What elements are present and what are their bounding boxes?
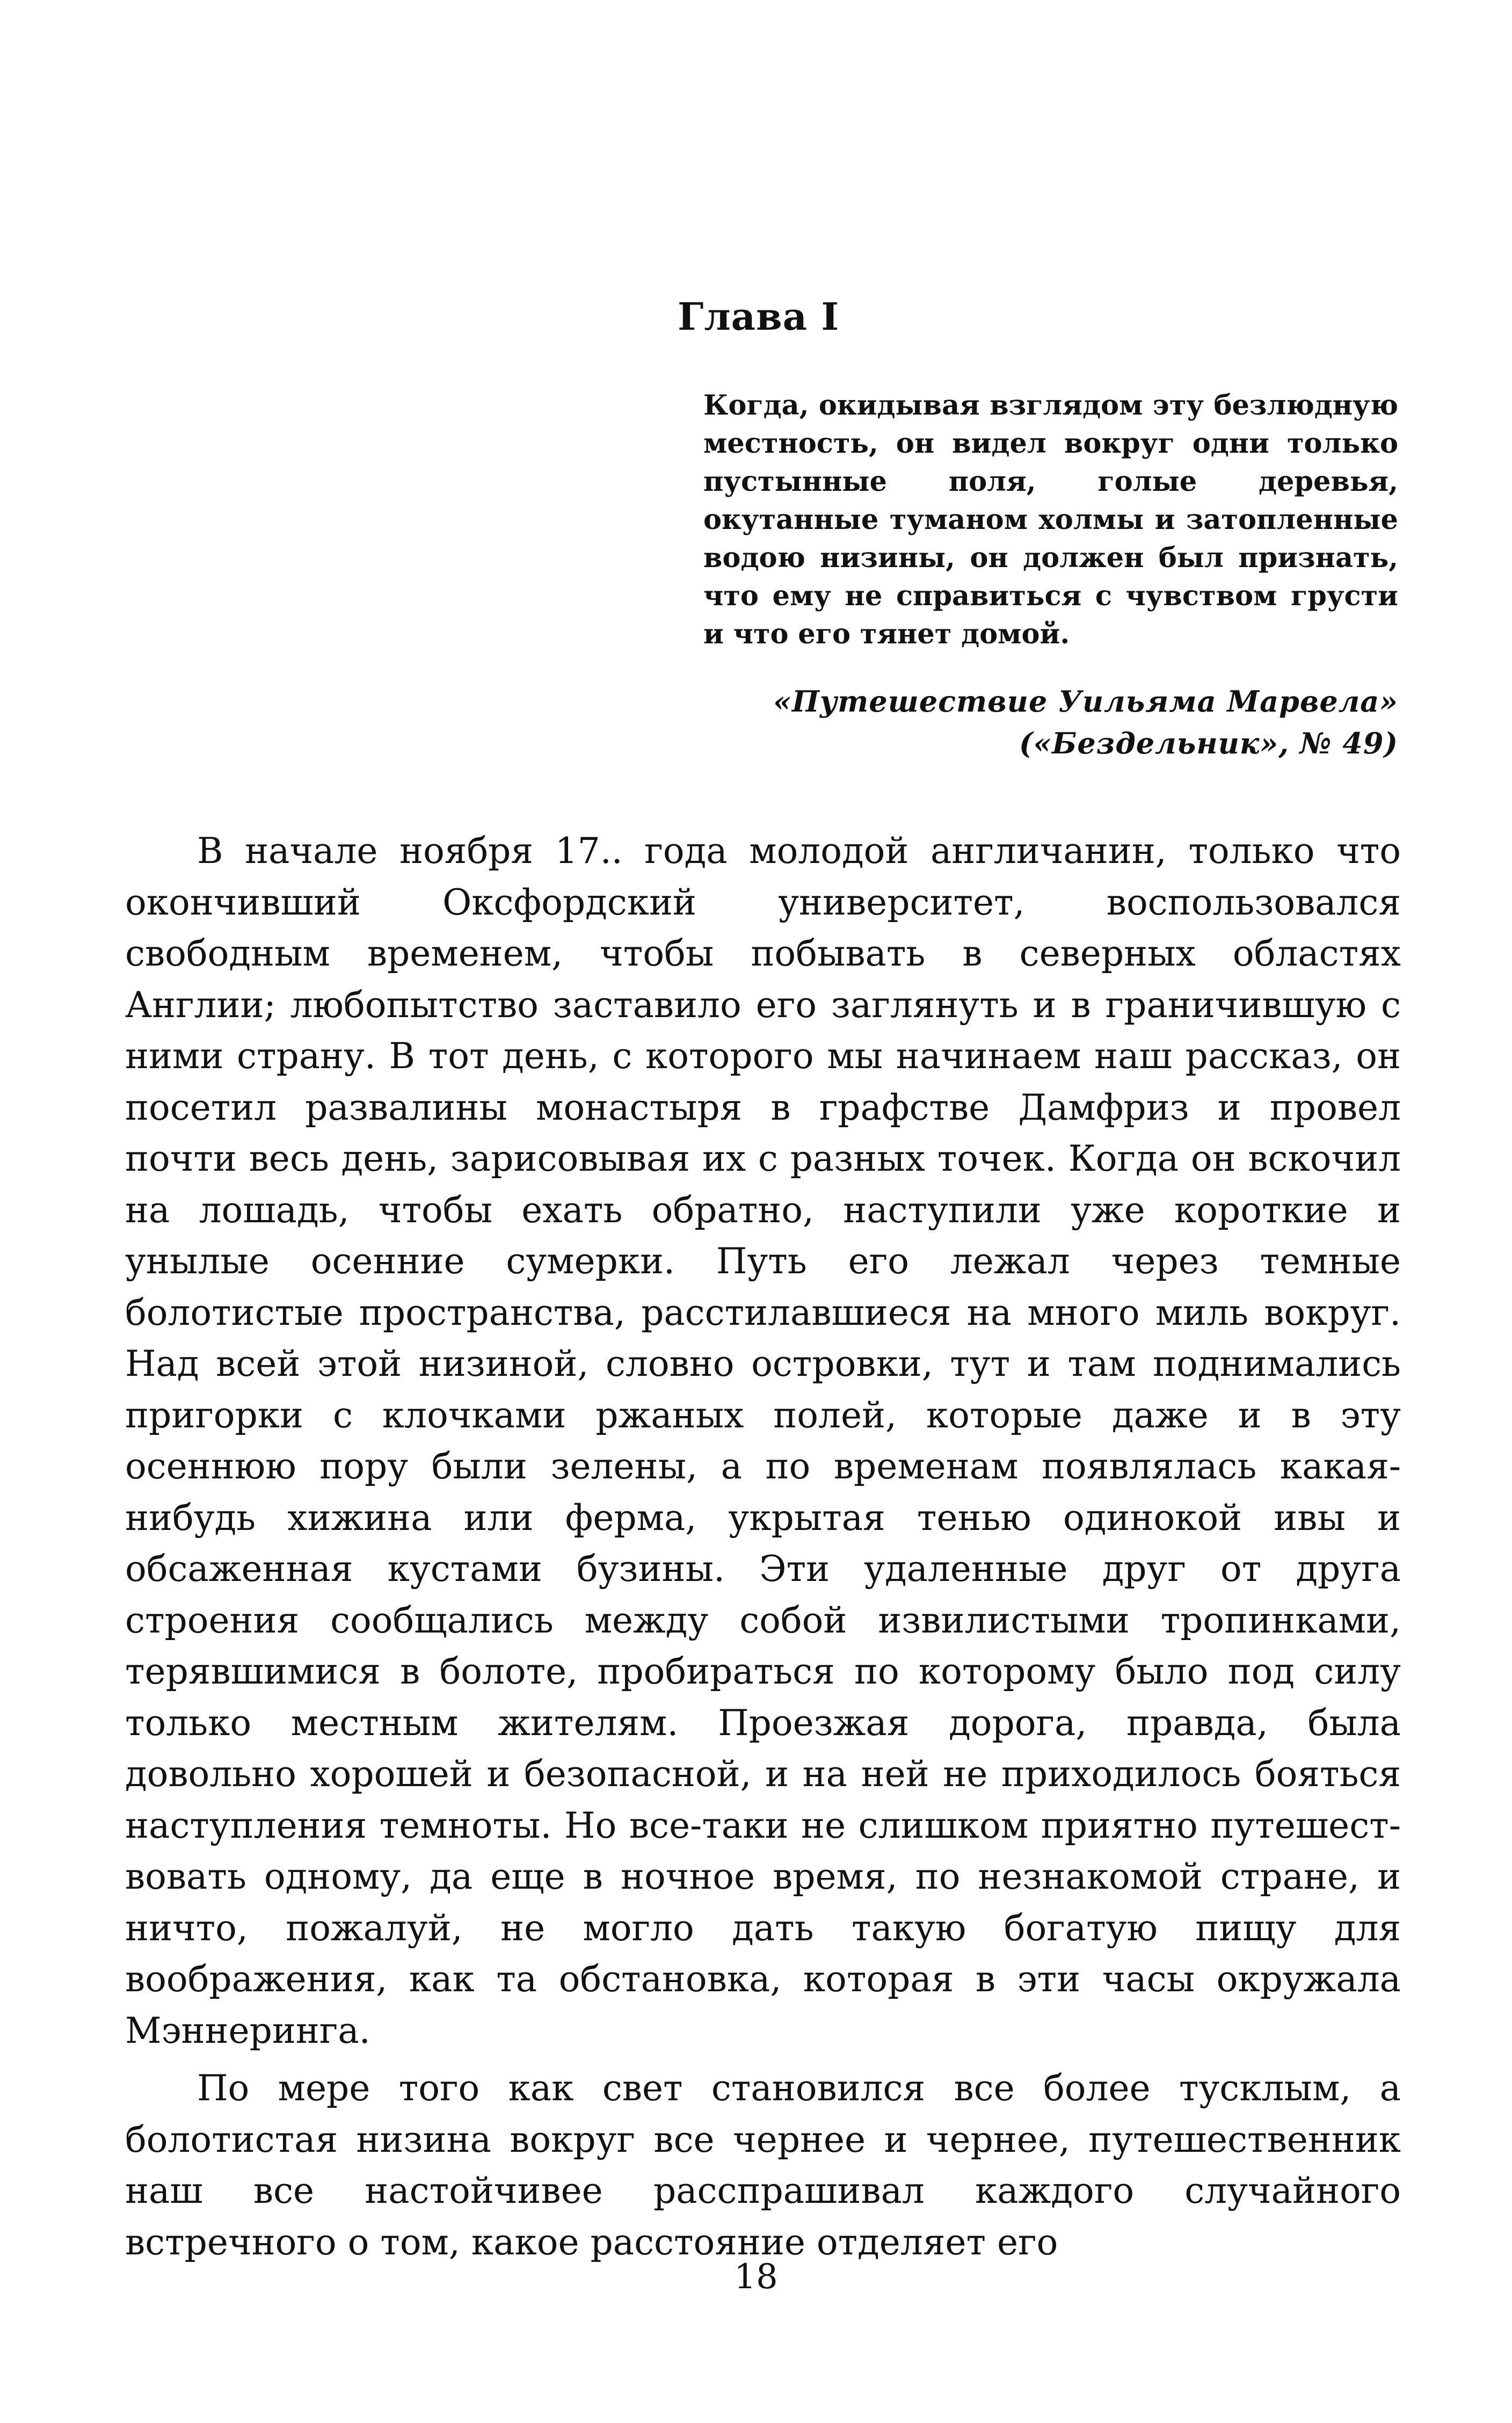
paragraph: По мере того как свет становился все более тусклым, а болотистая низина вокруг все чернее и чернее, путешественник наш все настойчивее расспрашивал каждого случайного встречного о том, какое расстояние отделяет его [125, 2067, 1401, 2263]
chapter-body [125, 825, 1401, 2268]
epigraph [703, 387, 1398, 764]
epigraph-source [703, 680, 1398, 764]
page-number: 18 [734, 2257, 778, 2297]
epigraph-text: Когда, окидывая взглядом эту безлюдную местность, он видел вокруг одни только пустынные поля, голые деревья, окутанные туманом холмы и затопленные водою низины, он должен был признать, что ему не справиться с чувством грусти и что его тянет домой. [703, 389, 1398, 650]
epigraph-source-reference: («Бездельник», № 49) [1019, 726, 1398, 760]
epigraph-source-title: «Путешествие Уильяма Марвела» [773, 684, 1398, 719]
chapter-title: Глава I [678, 294, 840, 339]
paragraph: В начале ноября 17.. года молодой англичанин, только что окончивший Оксфордский университет, воспользовался свободным временем, чтобы побывать в северных областях Англии; любопытство заставило его заглянуть и в граничившую с ними страну. В тот день, с которого мы начинаем наш рассказ, он посетил развалины монастыря в графстве Дамфриз и провел почти весь день, зарисовывая их с разных точек. Когда он вскочил на лошадь, чтобы ехать обратно, наступили уже короткие и унылые осенние сумерки. Путь его лежал через темные болотистые пространства, расстилавшиеся на много миль вокруг. Над всей этой низиной, словно островки, тут и там поднимались пригорки с клочками ржаных полей, которые даже и в эту осеннюю пору были зелены, а по временам появлялась какая-нибудь хижина или ферма, укрытая тенью одинокой ивы и обсаженная кустами бузины. Эти удаленные друг от друга строения сообщались между собой извилистыми тропинками, терявшимися в болоте, пробираться по которому было под силу только местным жителям. Проезжая дорога, правда, была довольно хорошей и безопасной, и на ней не приходилось бояться наступления темноты. Но все-таки не слишком приятно путешествовать одному, да еще в ночное время, по незнакомой стране, и ничто, пожалуй, не могло дать такую богатую пищу для воображения, как та обстановка, которая в эти часы окружала Мэннеринга. [125, 830, 1401, 2051]
